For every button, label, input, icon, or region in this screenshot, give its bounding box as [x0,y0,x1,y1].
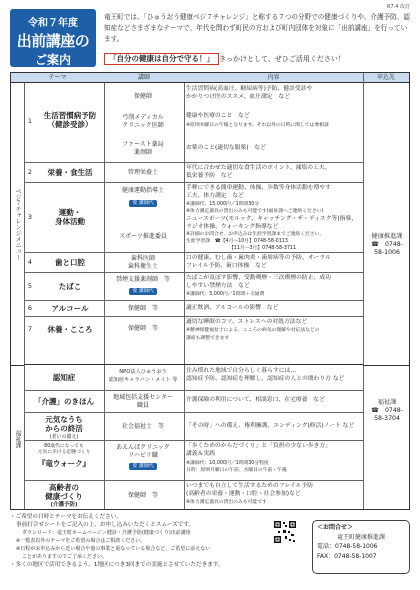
content: 適正飲酒、アルコールの影響 など [186,305,279,311]
table-row [24,365,363,391]
content: 手軽にできる簡単運動、体操、歩数等身体活動を増やす 工夫、体力測定 など [186,185,331,199]
lecturer: 保健師 等 [127,492,158,499]
row-number: 7 [27,325,33,333]
row-theme: 運動・ 身体活動 [55,208,85,226]
row-theme: 認知症 [52,373,76,382]
footer-line: 事前打合せシートをご記入の上、お申し込みいただくとスムーズです。 [16,522,194,528]
fee-badge: 要 講師代 [129,200,157,207]
lecture-table [10,72,410,510]
table-row [24,83,363,163]
apply-welfare-name: 福祉課 [377,399,397,406]
row-theme: 「介護」のきほん [34,397,94,406]
row-number: 3 [27,213,33,221]
contact-org: 竜王町健康推進課 [336,533,385,541]
row-theme: 『竜ウォーク』 [37,459,91,468]
lecturer: ファースト薬局 薬剤師 [122,141,164,156]
footer-line: ことがありますのでご了承ください。 [22,554,108,560]
content: ニュースポーツ(モルック、キャッチング・ザ・ディスク等)指導、 ラジオ体操、ウォーキング指導など [186,216,358,230]
lecturer: 弓削メディカル クリニック医師 [122,114,164,129]
slogan-box: 「自分の健康は自分で守る！」 [104,53,219,65]
group-label-welfare: 福祉課 [11,365,24,511]
table-row [24,273,363,301]
revision-label: R7.4 改訂 [386,4,410,10]
lecturer: 禁煙支援薬剤師 等 [115,276,170,283]
table-row [24,301,363,317]
row-theme-sub: (介護予防) [50,502,78,508]
lecturer: 管理栄養士 [127,169,158,176]
lecturer: 社会福祉士 等 [121,423,164,430]
contact-box [312,520,410,574]
slogan [104,53,345,66]
contact-title: ＜お問合せ＞ [317,524,354,531]
title-box [10,9,96,67]
group-label-vegi7: ベジ７チャレンジメニュー [14,188,21,260]
row-number: 6 [27,304,33,312]
content: 健康や医療のこと など [186,113,250,119]
lecturer: 保健師 等 [127,305,158,312]
content-note: 日時：原則月曜日の午前、水曜日の午前・午後 [186,468,287,473]
row-theme: 生活習慣病予防 （健診受診） [43,111,97,129]
table-row [24,163,363,183]
content: 「その時」への備え、権利擁護、エンディング(修活)ノート など [186,423,355,429]
table-row [24,391,363,413]
content: 年代に合わせた適切な食生活のポイント、減塩の工夫、 低栄養予防 など [186,165,331,179]
header-theme: テーマ [11,73,104,83]
header-lecturer: 講師 [104,73,184,83]
footer-line: ダウンロード：竜王町ホームページ＞健診・介護予防(健康づくり)出前講座 [22,530,191,536]
fee-badge: 要 講師代 [129,288,157,295]
row-number: 4 [27,258,33,266]
intro-text: 竜王町では、「ひゅうおう健康ベジ７チャレンジ」と称する７つの分野での健康づくりや、介護予防、認知症などさまざまなテーマで、年代を問わず町民の方および町内団体を対象に「出前講座」を行っています。 [104,13,410,43]
content: 「歩くためのからだづくり」と「負担の少ない歩き方」 講義＆実践 [186,443,331,457]
footer-line: ・ご希望の日時とテーマをお伝えください。 [10,514,122,520]
header [10,9,410,67]
header-apply: 申込先 [363,73,409,83]
content-note: ※講師代：10,000円／1時間30分程度 [186,461,269,466]
content-note: ※講師代：15,000円／1時間30分 [186,202,260,207]
table-row [24,441,363,481]
row-number: 1 [27,117,33,125]
title-year: 令和７年度 [28,18,78,29]
lecturer: 歯科医師 歯科衛生士 [127,255,158,270]
lecturer: NPO法人ひゅうおう 認知症キャラバン・メイト 等 [108,369,178,383]
content-note: ※詳細のお問合せ、お申込みは生涯学習課までご連絡ください。 [186,232,325,237]
title-main: 出前講座の [16,32,90,50]
content: 生活習慣病(高血圧、糖尿病等)予防、健診受診や かかりつけ医のススメ、血圧測定 など [186,86,313,100]
content-note: 【11月～3月】0748-58-3711 [229,246,297,251]
content: 口の健康、むし歯・歯肉炎・歯周病等の予防、オーラル フレイル予防、歯口体操 など [186,255,331,269]
contact-fax: FAX：0748-58-1007 [317,552,377,560]
row-theme-sub: (老いの備え) [49,434,79,440]
table-row [24,253,363,273]
apply-health-name: 健康推進課 [371,233,403,240]
content-note: ※精神保健福祉士による、こころの病気の理解や対応法などの 講座も調整できます [186,328,320,341]
row-theme: 歯と口腔 [55,258,85,267]
content-note: ※講師代：5,000円／1時間＋交通費 [186,292,265,297]
table-row [24,413,363,441]
slogan-tail: きっかけとして、ぜひご活用ください！ [219,55,345,63]
apply-health [363,233,411,257]
content: 適切な睡眠のコツ、ストレスへの対処方法など [186,319,308,325]
lecturer: 保健師 等 [127,325,158,332]
footer-line: ※一覧表以外のテーマをご希望の場合はご相談ください。 [16,538,146,544]
apply-welfare [363,399,411,423]
qr-code-icon[interactable] [273,520,297,544]
content-note: ※体力測定器具の貸出のみも可能です(福祉課へご連絡ください) [186,209,324,214]
content: 住み慣れた地域で自分らしく暮らすには… 認知症予防、認知症を理解し、認知症の人との関わり方 など [186,368,345,382]
row-theme: アルコール [51,304,89,313]
divider [363,365,410,366]
lecturer: 健康運動指導士 [121,187,164,194]
row-theme: たばこ [58,282,82,291]
content: 介護保険の利用について、相談窓口、在宅療養 など [186,397,325,403]
content-note: 生涯学習課 ☎【4月～10月】0748-58-0113 [186,239,288,244]
footer-line: ※日程がお申込みから近い場合や他の事業と重なっている場合など、ご希望に添えない [16,546,211,552]
content: お薬のこと(適切な服薬) など [186,145,266,151]
badge-wrap [104,462,182,470]
title-sub: ご案内 [34,53,71,67]
row-theme-pre: 80歳代になっても 元気に歩ける足腰づくり [37,444,91,455]
apply-health-tel: ☎ 0748- 58-1006 [371,241,403,256]
content-note: ※体力測定器具の貸出のみも可能です [186,500,267,505]
row-theme: 高齢者の 健康づくり [45,483,83,501]
content: いつまでも自立して生活するためのフレイル予防 (高齢者の栄養・運動・口腔・社会参加)など [186,483,314,497]
badge-wrap [104,199,182,207]
contact-tel[interactable]: 電話：0748-58-1006 [317,543,378,551]
table-row [24,481,363,511]
apply-welfare-tel: ☎ 0748- 58-3704 [371,407,403,422]
footer-line: ・多くの地区で活用できるよう、1地区につき3回までの実施とさせていただきます。 [10,562,224,568]
badge-wrap [104,287,182,295]
row-number: 5 [27,282,33,290]
header-content: 内容 [184,73,363,83]
row-theme: 休養・こころ [47,325,93,334]
content-note: ※原則木曜日の午後となります。それ以外の日時に関しては要相談 [186,123,329,128]
content: たばこが及ぼす影響、受動喫煙・三次喫煙の防止、成功 しやすい禁煙方法 など [186,275,331,289]
fee-badge: 要 講師代 [129,463,157,470]
table-row [24,183,363,253]
table-row [24,317,363,365]
lecturer: あえんばクリニック リハビリ職 [116,444,170,459]
lecturer: 地域包括支援センター 職員 [113,394,173,409]
row-theme: 栄養・食生活 [47,168,93,177]
row-number: 2 [27,168,33,176]
lecturer: 保健師 [133,93,152,100]
row-theme: 元気なうち からの終活 [45,415,83,433]
lecturer: スポーツ推進委員 [119,233,167,240]
